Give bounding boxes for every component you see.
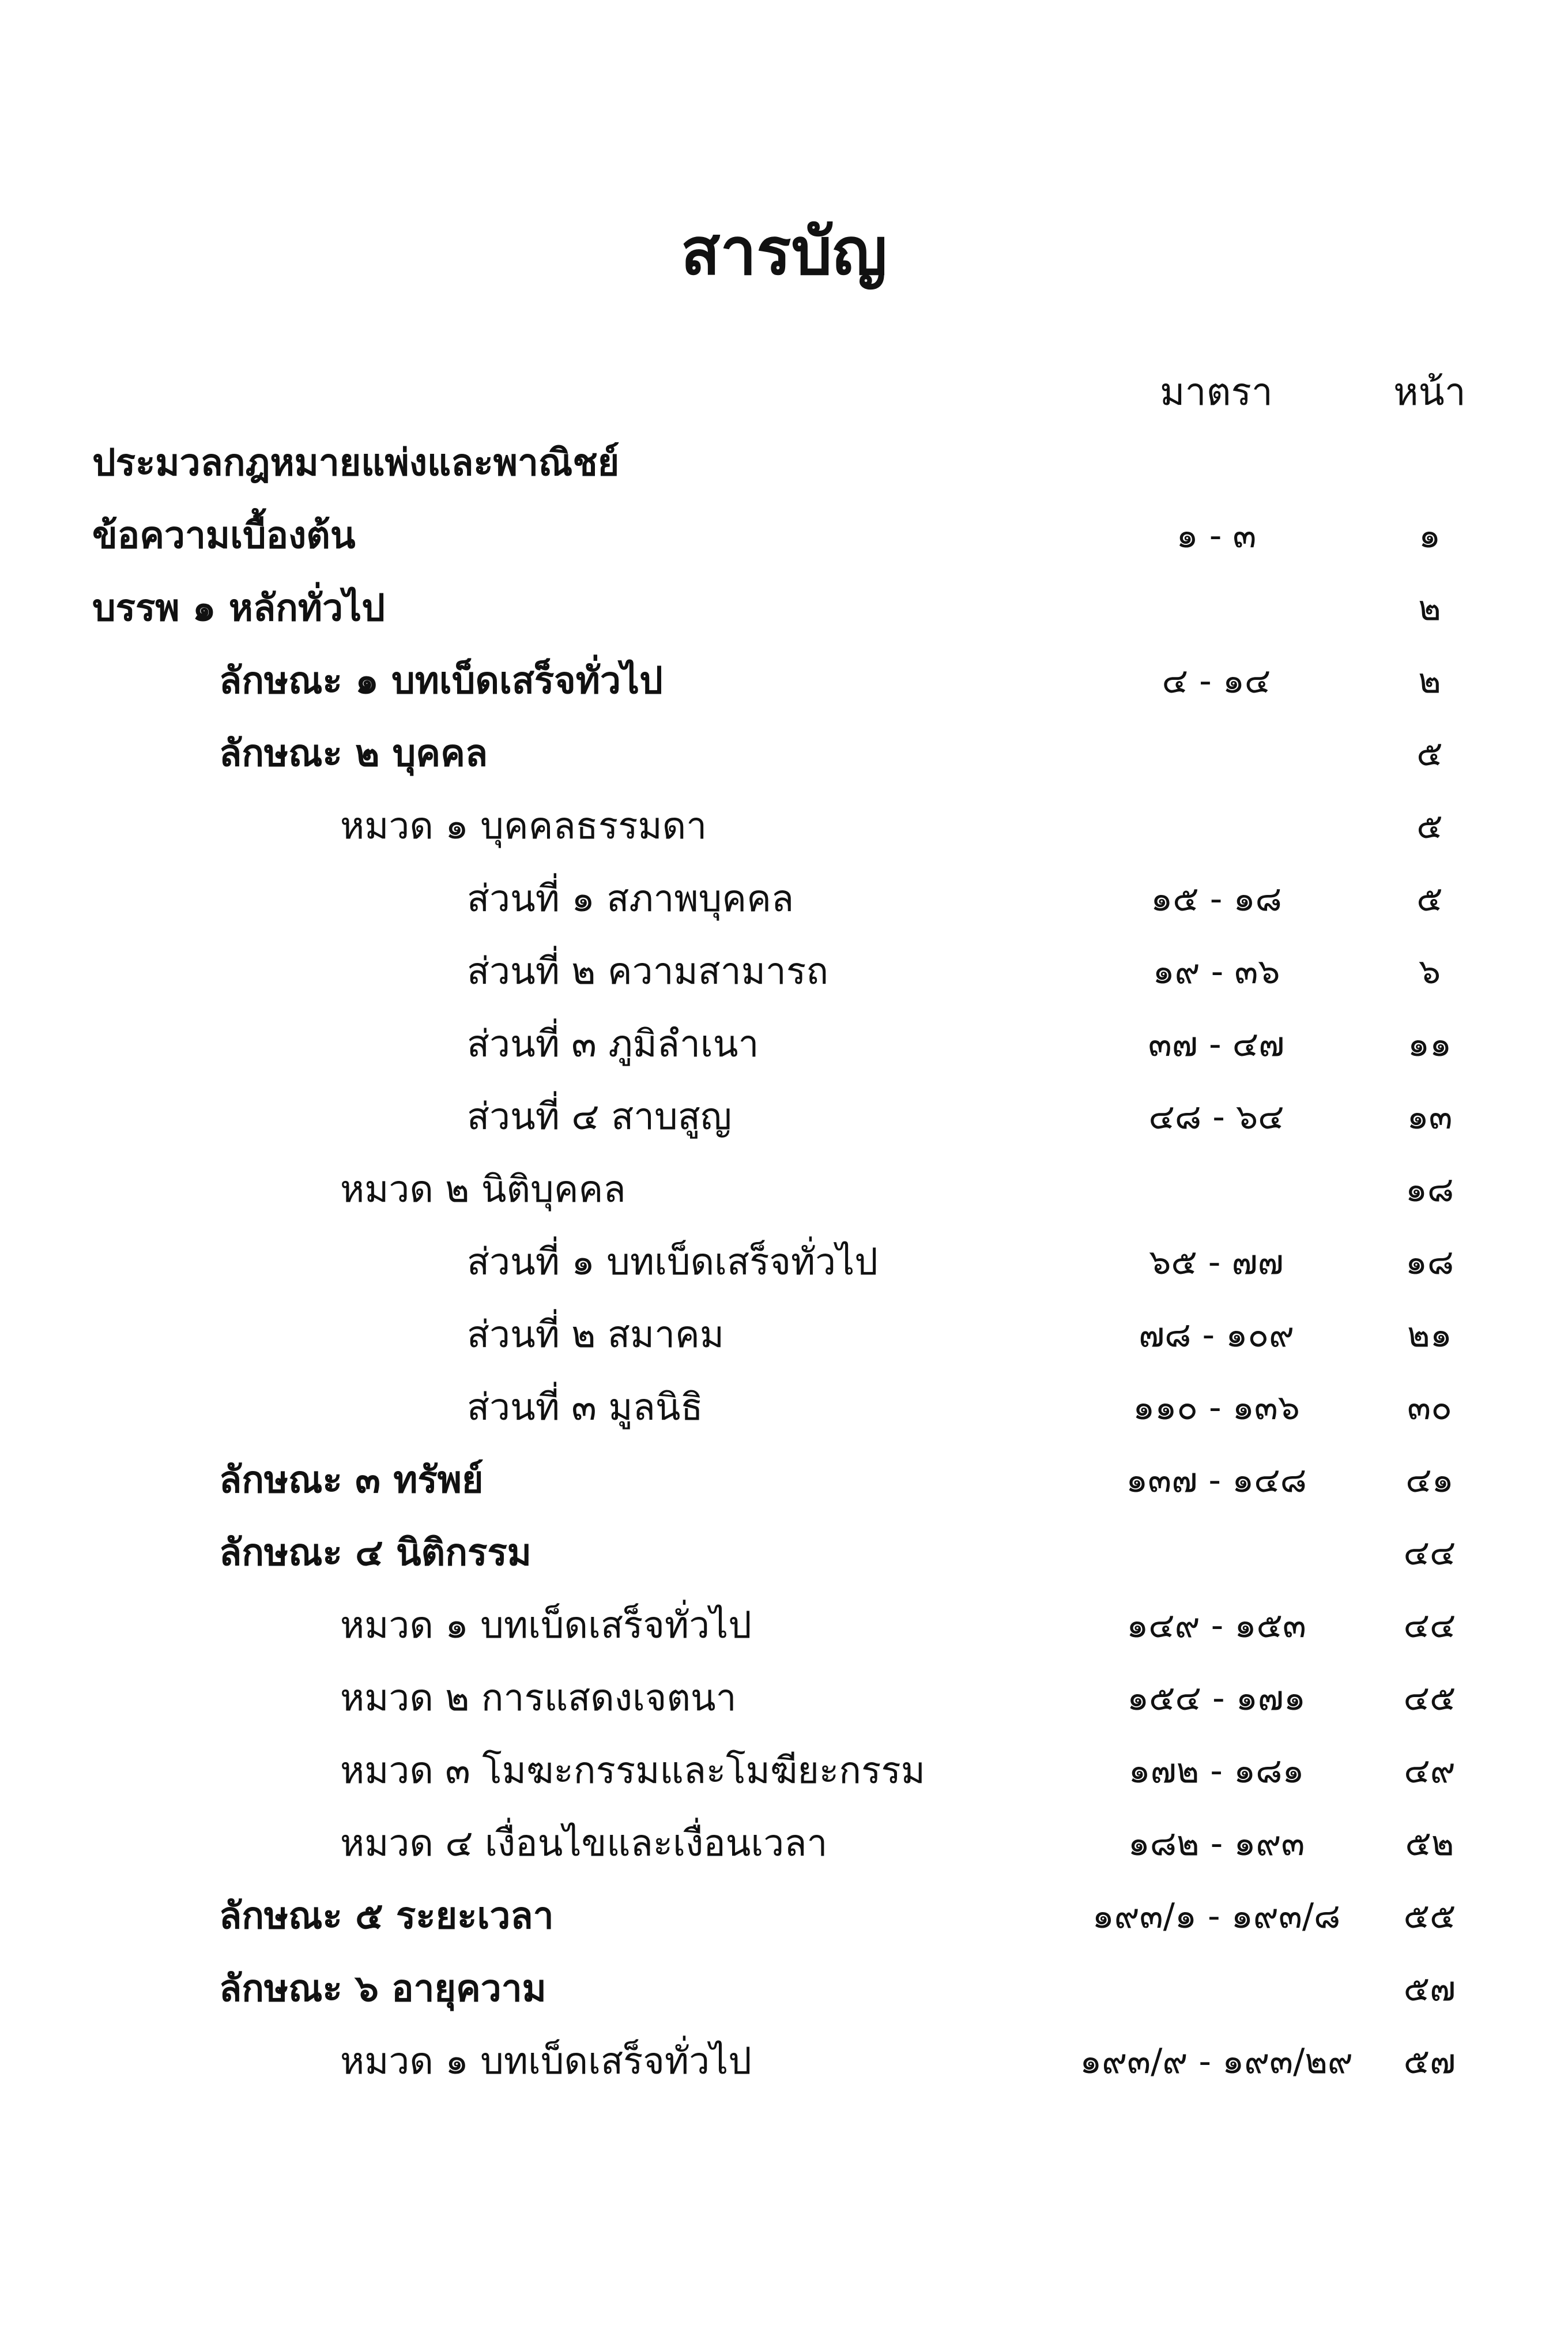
toc-entry-sections: ๑๕๔ - ๑๗๑ [1127,1678,1306,1718]
toc-entry-sections: ๓๗ - ๔๗ [1148,1024,1285,1064]
toc-entry-page: ๕ [1416,879,1443,919]
page-title: สารบัญ [681,215,887,289]
toc-entry-sections: ๗๘ - ๑๐๙ [1139,1315,1294,1355]
toc-entry-title: ลักษณะ ๑ บทเบ็ดเสร็จทั่วไป [219,660,663,702]
toc-entry [0,1735,1568,1807]
toc-entry [0,1807,1568,1880]
toc-entry-sections: ๑๗๒ - ๑๘๑ [1128,1751,1305,1791]
toc-entry-page: ๒๑ [1407,1315,1452,1355]
toc-entry [0,499,1568,572]
toc-entry-title: ลักษณะ ๓ ทรัพย์ [219,1459,484,1502]
toc-entry-page: ๔๔ [1403,1605,1456,1646]
toc-entry-title: ลักษณะ ๕ ระยะเวลา [219,1895,554,1938]
toc-entry-sections: ๔ - ๑๔ [1162,661,1271,701]
toc-entry [0,1299,1568,1371]
toc-entry-sections: ๑ - ๓ [1176,516,1257,556]
toc-entry-page: ๕๗ [1403,1969,1456,2009]
toc-entry-title: หมวด ๑ บุคคลธรรมดา [340,805,707,848]
toc-entry-page: ๒ [1418,661,1441,701]
toc-entry-title: หมวด ๒ การแสดงเจตนา [340,1677,737,1720]
toc-entry-sections: ๑๙๓/๑ - ๑๙๓/๘ [1092,1896,1341,1936]
toc-entry-title: ส่วนที่ ๑ บทเบ็ดเสร็จทั่วไป [467,1241,878,1284]
toc-entry [0,1226,1568,1299]
toc-entry [0,790,1568,863]
toc-entry [0,1662,1568,1735]
toc-entry [0,1153,1568,1226]
toc-entry-title: ส่วนที่ ๓ มูลนิธิ [467,1386,703,1429]
toc-entry-title: ข้อความเบื้องต้น [92,514,356,557]
toc-entry-title: หมวด ๔ เงื่อนไขและเงื่อนเวลา [340,1822,828,1865]
toc-entry-title: หมวด ๓ โมฆะกรรมและโมฆียะกรรม [340,1750,925,1792]
toc-entry [0,427,1568,499]
toc-entry [0,1444,1568,1517]
toc-entry [0,645,1568,717]
toc-entry-page: ๔๔ [1403,1533,1456,1573]
toc-entry [0,2025,1568,2098]
toc-entry [0,935,1568,1008]
toc-entry-sections: ๑๑๐ - ๑๓๖ [1133,1387,1300,1428]
toc-entry [0,717,1568,790]
toc-entry-title: บรรพ ๑ หลักทั่วไป [92,587,385,630]
toc-entry-sections: ๑๕ - ๑๘ [1151,879,1282,919]
toc-entry-page: ๑๓ [1407,1097,1453,1137]
toc-entry-page: ๔๑ [1405,1460,1454,1500]
toc-entry-page: ๑๘ [1405,1169,1454,1210]
toc-entry-title: ส่วนที่ ๔ สาบสูญ [467,1096,732,1138]
toc-entry-title: ประมวลกฎหมายแพ่งและพาณิชย์ [92,442,620,484]
toc-entry-title: หมวด ๑ บทเบ็ดเสร็จทั่วไป [340,2040,752,2083]
section-column-header: มาตรา [1160,370,1273,414]
toc-entry-page: ๔๕ [1403,1678,1456,1718]
toc-entry-page: ๕ [1416,806,1443,847]
toc-entry-title: ส่วนที่ ๓ ภูมิลำเนา [467,1023,759,1066]
toc-entry-title: หมวด ๑ บทเบ็ดเสร็จทั่วไป [340,1604,752,1647]
toc-entry-page: ๕ [1416,733,1443,774]
toc-entry-page: ๕๒ [1405,1823,1454,1864]
toc-entry-sections: ๑๔๙ - ๑๕๓ [1126,1605,1306,1646]
toc-entry-sections: ๑๘๒ - ๑๙๓ [1128,1823,1305,1864]
toc-entry-sections: ๔๘ - ๖๔ [1148,1097,1284,1137]
toc-entry [0,1517,1568,1589]
toc-entry-page: ๑ [1418,516,1441,556]
toc-entry-page: ๓๐ [1407,1387,1452,1428]
toc-entry [0,1952,1568,2025]
toc-entry-title: หมวด ๒ นิติบุคคล [340,1168,626,1211]
toc-entry-title: ส่วนที่ ๒ ความสามารถ [467,950,828,993]
toc-entry-title: ส่วนที่ ๒ สมาคม [467,1314,724,1356]
toc-entry [0,1589,1568,1662]
toc-entry-sections: ๖๕ - ๗๗ [1149,1242,1284,1282]
toc-entry-title: ส่วนที่ ๑ สภาพบุคคล [467,878,794,920]
toc-entry-page: ๕๗ [1403,2041,1456,2082]
toc-entry-page: ๔๙ [1404,1751,1456,1791]
toc-entry [0,1008,1568,1081]
toc-entry-page: ๖ [1418,951,1441,992]
toc-entry [0,1081,1568,1153]
toc-entry-page: ๕๕ [1403,1896,1456,1936]
toc-entry-page: ๑๑ [1407,1024,1452,1064]
toc-entry [0,1880,1568,1952]
toc-entry-page: ๑๘ [1405,1242,1454,1282]
toc-entry-sections: ๑๓๗ - ๑๔๘ [1126,1460,1307,1500]
toc-entry [0,572,1568,645]
toc-entry [0,1371,1568,1444]
toc-entry-page: ๒ [1418,588,1441,629]
toc-entry-sections: ๑๙ - ๓๖ [1152,951,1280,992]
page-column-header: หน้า [1393,370,1466,414]
toc-entry-sections: ๑๙๓/๙ - ๑๙๓/๒๙ [1080,2041,1353,2082]
toc-entry [0,863,1568,935]
toc-entry-title: ลักษณะ ๔ นิติกรรม [219,1532,532,1574]
toc-entry-title: ลักษณะ ๖ อายุความ [219,1967,546,2010]
toc-entry-title: ลักษณะ ๒ บุคคล [219,732,488,775]
